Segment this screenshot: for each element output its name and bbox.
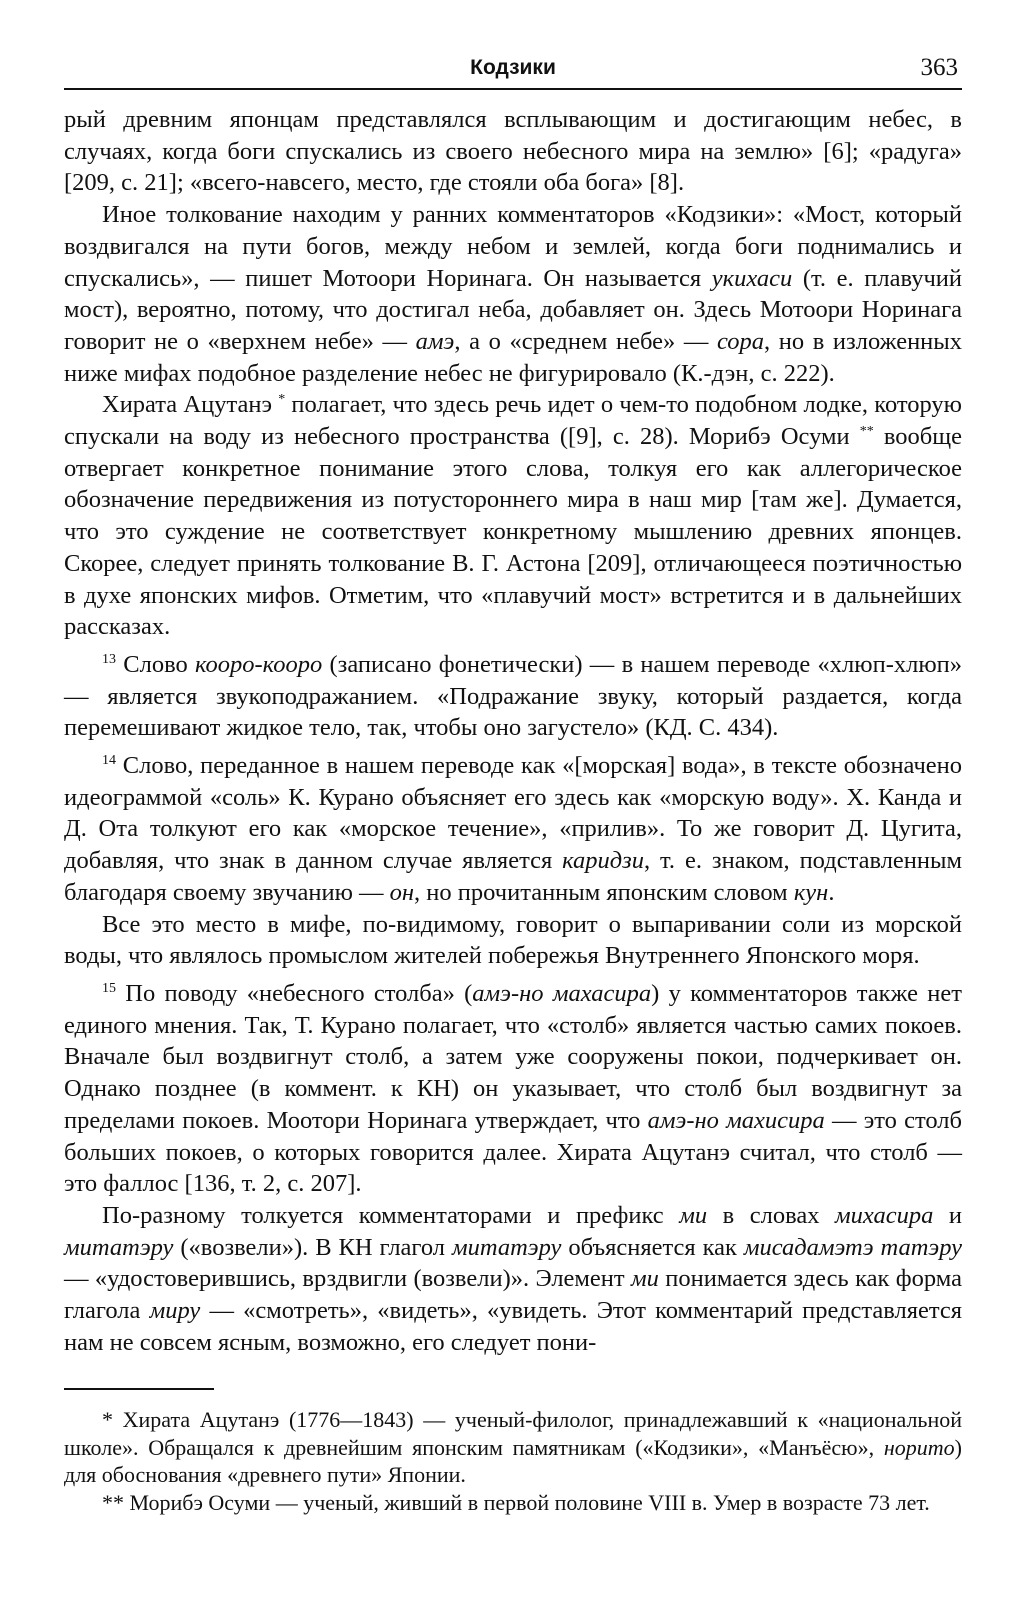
footnote bbox=[64, 1406, 962, 1489]
footnote-mark: 13 bbox=[102, 651, 116, 667]
text-run: ** Морибэ Осуми — ученый, живший в первой половине VIII в. Умер в возрасте 73 лет. bbox=[102, 1489, 930, 1515]
text-run: По поводу «небесного столба» ( bbox=[116, 979, 473, 1007]
italic-term: он bbox=[389, 878, 415, 906]
italic-term: митатэру bbox=[64, 1233, 174, 1261]
footnote-mark: ** bbox=[859, 423, 874, 439]
italic-term: норито bbox=[883, 1434, 955, 1460]
paragraph bbox=[64, 909, 962, 972]
note-14 bbox=[64, 750, 962, 909]
italic-term: каридзи bbox=[562, 847, 644, 875]
text-run: По-разному толкуется комментаторами и префикс bbox=[102, 1201, 680, 1229]
page-number: 363 bbox=[920, 54, 958, 81]
paragraph bbox=[64, 199, 962, 389]
running-title: Кодзики bbox=[470, 56, 556, 79]
italic-term: ми bbox=[631, 1265, 659, 1293]
text-run: в словах bbox=[707, 1201, 836, 1229]
italic-term: сора bbox=[717, 327, 765, 355]
text-run: (записано фонетически) — в нашем переводе «хлюп-хлюп» — является звукоподражанием. «Подражание звуку, который раздается, когда перемешивают жидкое тело, так, чтобы оно загустело» (КД. С. 434). bbox=[64, 650, 962, 742]
text-run: * Хирата Ацутанэ (1776—1843) — ученый-филолог, принадлежавший к «национальной школе». Обращался к древнейшим японским памятникам («Кодзики», «Манъёсю», bbox=[64, 1407, 962, 1460]
text-run: , а о «среднем небе» — bbox=[454, 327, 717, 355]
footnote-separator bbox=[64, 1388, 214, 1390]
paragraph bbox=[64, 1200, 962, 1359]
italic-term: кун bbox=[793, 878, 829, 906]
text-run: — это столб больших покоев, о которых говорится далее. Хирата Ацутанэ считал, что столб — это фаллос [136, т. 2, с. 207]. bbox=[64, 1106, 963, 1198]
footnote-mark: * bbox=[278, 392, 286, 408]
text-run: объясняется как bbox=[561, 1233, 744, 1261]
italic-term: михасира bbox=[835, 1201, 934, 1229]
italic-term: ми bbox=[679, 1201, 708, 1229]
text-run: Все это место в мифе, по-видимому, говорит о выпаривании соли из морской воды, что являлось промыслом жителей побережья Внутреннего Японского моря. bbox=[64, 910, 962, 970]
text-run: рый древним японцам представлялся всплывающим и достигающим небес, в случаях, когда боги спускались из своего небесного мира на землю» [6]; «радуга» [209, с. 21]; «всего-навсего, место, где стояли оба бога» [8]. bbox=[64, 106, 962, 197]
text-run: , но прочитанным японским словом bbox=[414, 878, 794, 906]
footnotes bbox=[64, 1406, 962, 1516]
italic-term: мисадамэтэ татэру bbox=[743, 1233, 963, 1261]
italic-term: миру bbox=[149, 1297, 201, 1325]
note-15 bbox=[64, 978, 962, 1200]
text-run: понимается здесь как форма глагола bbox=[64, 1265, 962, 1325]
footnote-mark: 14 bbox=[102, 752, 116, 768]
note-13 bbox=[64, 649, 962, 744]
italic-term: амэ-но махасира bbox=[472, 979, 652, 1007]
text-run: и bbox=[933, 1201, 962, 1229]
text-run: — «смотреть», «видеть», «увидеть. Этот комментарий представляется нам не совсем ясным, возможно, его следует пони- bbox=[64, 1297, 962, 1356]
text-run: Слово, переданное в нашем переводе как «[морская] вода», в тексте обозначено идеограммой «соль» К. Курано объясняет его здесь как «морскую воду». Х. Канда и Д. Ота толкуют его как «морское течение», «прилив». То же говорит Д. Цугита, добавляя, что знак в данном случае является bbox=[64, 752, 962, 875]
italic-term: кооро-кооро bbox=[195, 650, 323, 678]
paragraph bbox=[64, 104, 962, 199]
italic-term: укихаси bbox=[711, 264, 793, 292]
footnote bbox=[64, 1489, 962, 1517]
text-run: (т. е. плавучий мост), вероятно, потому, что достигал неба, добавляет он. Здесь Мотоори Норинага говорит не о «верхнем небе» — bbox=[64, 264, 963, 355]
footnote-mark: 15 bbox=[102, 980, 116, 996]
running-header bbox=[64, 52, 962, 90]
text-run: ) для обоснования «древнего пути» Японии. bbox=[64, 1434, 962, 1488]
italic-term: амэ bbox=[415, 327, 455, 355]
text-run: вообще отвергает конкретное понимание этого слова, толкуя его как аллегорическое обозначение передвижения из потустороннего мира в наш мир [там же]. Думается, что это суждение не соответствует конкретному мышлению древних японцев. Скорее, следует принять толкование В. Г. Астона [209], отличающееся поэтичностью в духе японских мифов. Отметим, что «плавучий мост» встретится и в дальнейших рассказах. bbox=[64, 423, 963, 641]
italic-term: митатэру bbox=[451, 1233, 562, 1261]
text-run: Слово bbox=[116, 650, 195, 678]
text-run: ) у комментаторов также нет единого мнения. Так, Т. Курано полагает, что «столб» является частью самих покоев. Вначале был воздвигнут столб, а затем уже сооружены покои, подчеркивает он. Однако позднее (в коммент. к КН) он указывает, что столб был воздвигнут за пределами покоев. Моотори Норинага утверждает, что bbox=[64, 979, 962, 1134]
text-run: Иное толкование находим у ранних комментаторов «Кодзики»: «Мост, который воздвигался на пути богов, между небом и землей, когда боги поднимались и спускались», — пишет Мотоори Норинага. Он называется bbox=[64, 201, 962, 292]
text-run: полагает, что здесь речь идет о чем-то подобном лодке, которую спускали на воду из небесного пространства ([9], с. 28). Морибэ Осуми bbox=[64, 391, 962, 451]
text-run: , т. е. знаком, подставленным благодаря своему звучанию — bbox=[64, 847, 962, 906]
paragraph bbox=[64, 389, 962, 643]
text-run: («возвели»). В КН глагол bbox=[173, 1233, 452, 1261]
main-text bbox=[64, 104, 962, 1358]
text-run: Хирата Ацутанэ bbox=[102, 391, 279, 419]
text-run: . bbox=[828, 878, 835, 906]
text-run: — «удостоверившись, врздвигли (возвели)». Элемент bbox=[64, 1265, 632, 1293]
text-run: , но в изложенных ниже мифах подобное разделение небес не фигурировало (К.-дэн, с. 222). bbox=[64, 327, 963, 387]
italic-term: амэ-но махисира bbox=[647, 1106, 825, 1134]
